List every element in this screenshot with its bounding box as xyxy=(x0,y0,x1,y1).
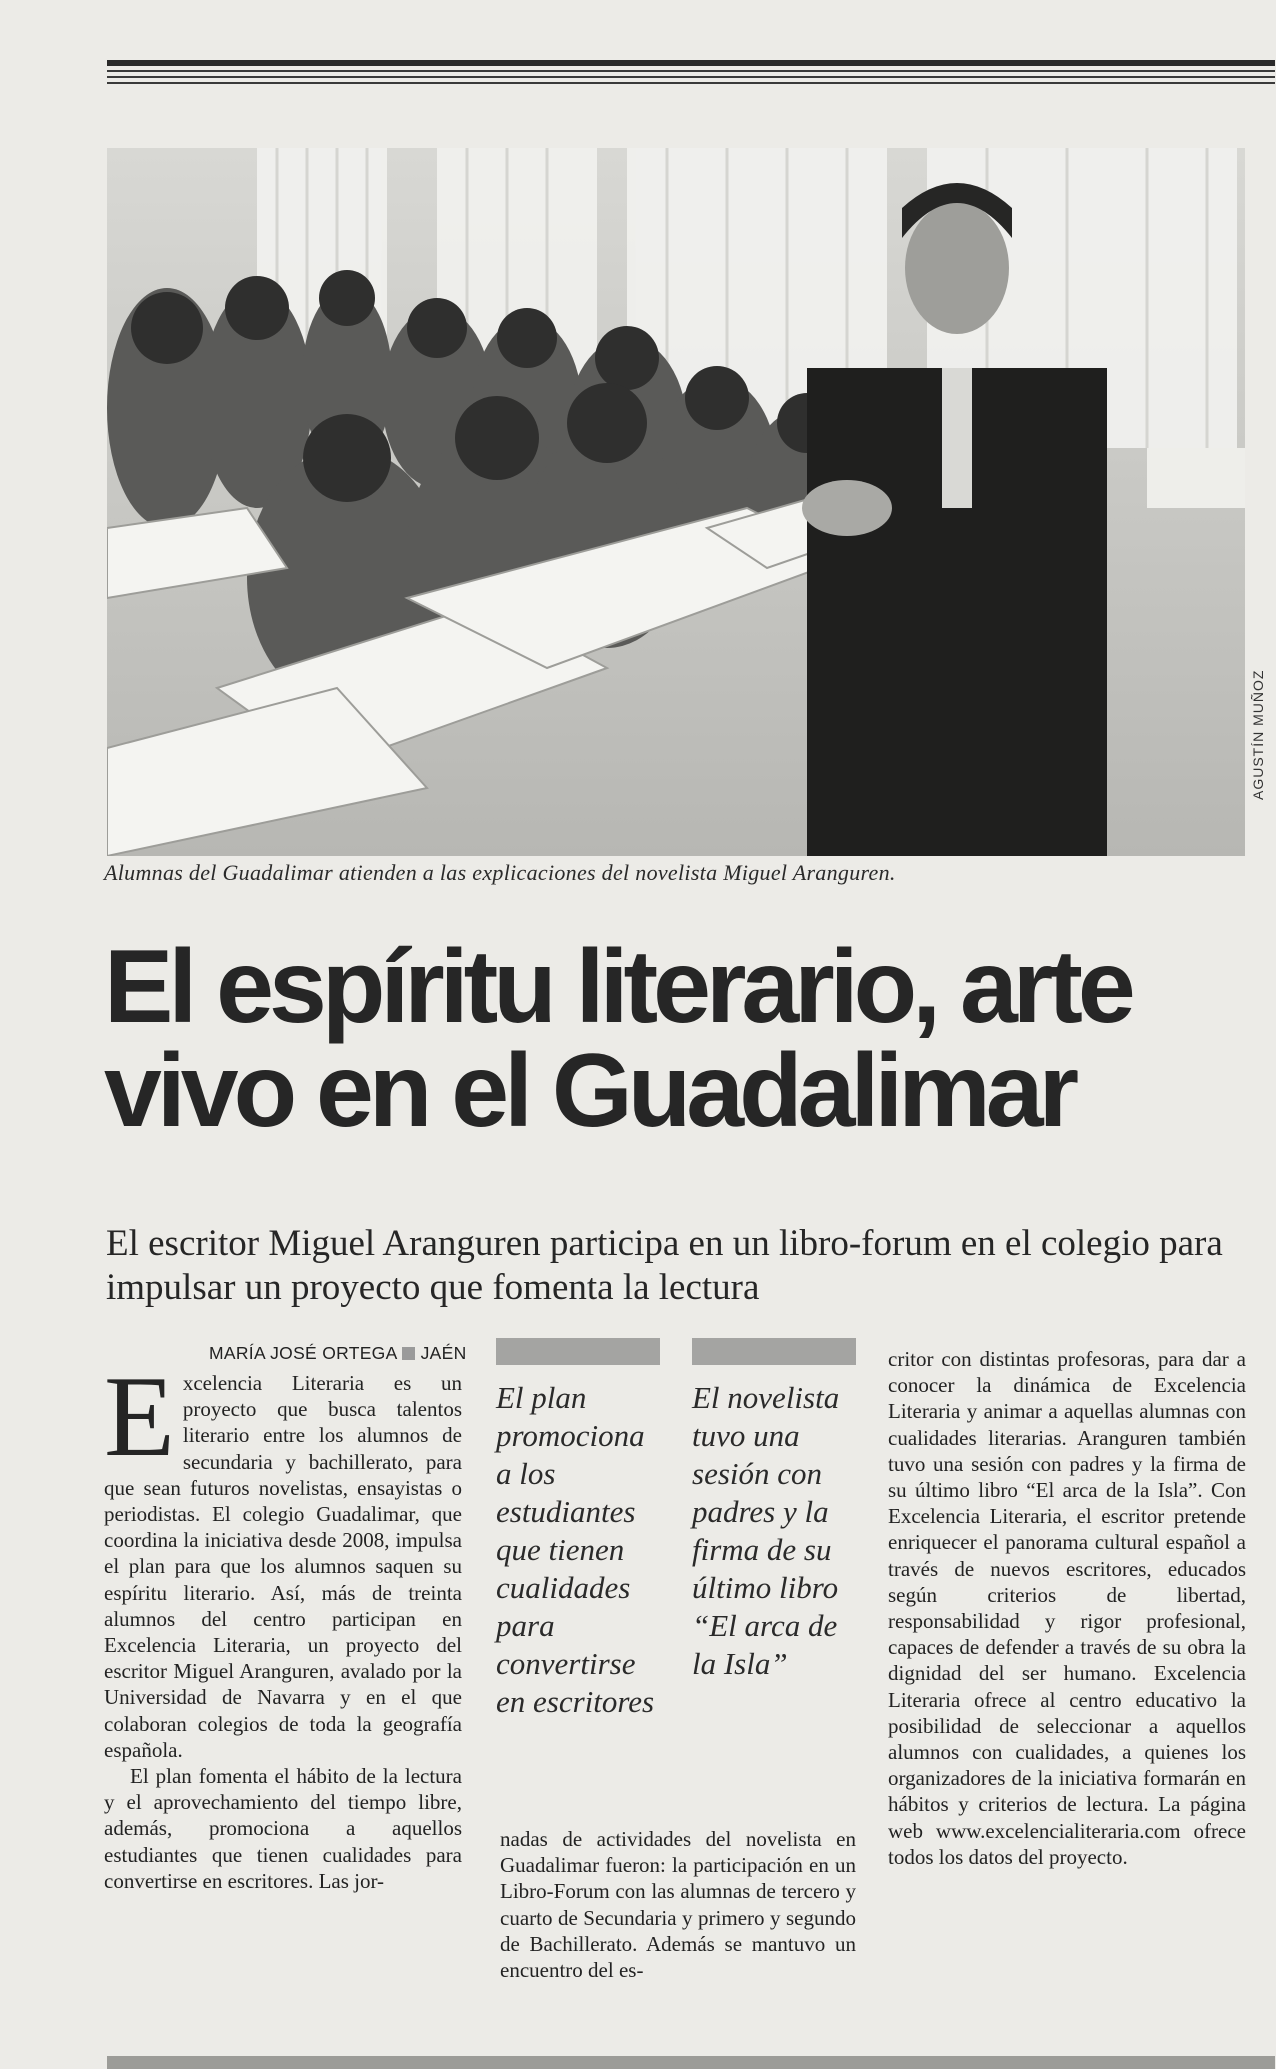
subtitle: El escritor Miguel Aranguren participa en un libro-forum en el colegio para impulsar un proyecto que fomenta la lectura xyxy=(106,1223,1223,1308)
photo-caption: Alumnas del Guadalimar atienden a las explicaciones del novelista Miguel Aranguren. xyxy=(104,860,896,885)
location: JAÉN xyxy=(420,1343,467,1363)
body-column-2 xyxy=(500,1826,856,1983)
headline-line-2: vivo en el Guadalimar xyxy=(104,1033,1075,1149)
body-paragraph-2: El plan fomenta el hábito de la lectura y el aprovechamiento del tiempo libre, además, promociona a aquellos estudiantes que tienen cualidades para convertirse en escritores. Las jor- xyxy=(104,1764,462,1893)
body-column-3 xyxy=(888,1346,1246,1870)
pull-quote-2 xyxy=(692,1338,862,1683)
pull-quote-2-text: El novelista tuvo una sesión con padres y la firma de su último libro “El arca de la Isla” xyxy=(692,1380,840,1681)
headline-line-1: El espíritu literario, arte xyxy=(104,929,1131,1045)
top-rule-thin-2 xyxy=(107,76,1275,78)
top-rule xyxy=(107,60,1275,94)
top-rule-thin-3 xyxy=(107,82,1275,84)
author-name: MARÍA JOSÉ ORTEGA xyxy=(209,1343,398,1363)
top-rule-thick xyxy=(107,60,1275,66)
byline-separator xyxy=(402,1347,415,1360)
classroom-photo xyxy=(107,148,1245,856)
byline xyxy=(209,1343,467,1364)
top-rule-thin-1 xyxy=(107,70,1275,72)
photo-credit: AGUSTÍN MUÑOZ xyxy=(1250,669,1266,800)
classroom-photo-illustration xyxy=(107,148,1245,856)
pull-quote-2-bar xyxy=(692,1338,856,1365)
headline xyxy=(104,929,1264,1149)
body-paragraph-1-text: xcelencia Literaria es un proyecto que busca talentos literario entre los alumnos de secundaria y bachillerato, para que sean futuros novelistas, ensayistas o periodistas. El colegio Guadalimar, que coordina la iniciativa desde 2008, impulsa el plan para que los alumnos saquen su espíritu literario. Así, más de treinta alumnos del centro participan en Excelencia Literaria, un proyecto del escritor Miguel Aranguren, avalado por la Universidad de Navarra y en el que colaboran colegios de toda la geografía española. xyxy=(104,1371,462,1762)
bottom-rule xyxy=(107,2056,1275,2069)
drop-cap: E xyxy=(104,1353,175,1481)
pull-quote-1-text: El plan promociona a los estudiantes que tienen cualidades para convertirse en escritores xyxy=(496,1380,655,1719)
pull-quote-1-bar xyxy=(496,1338,660,1365)
body-paragraph-4: critor con distintas profesoras, para dar a conocer la dinámica de Excelencia Literaria y animar a aquellas alumnas con cualidades literarias. Aranguren también tuvo una sesión con padres y la firma de su último libro “El arca de la Isla”. Con Excelencia Literaria, el escritor pretende enriquecer el panorama cultural español a través de nuevos escritores, educados según criterios de libertad, responsabilidad y rigor profesional, capaces de defender a través de su obra la dignidad del ser humano. Excelencia Literaria ofrece al centro educativo la posibilidad de seleccionar a aquellos alumnos con cualidades, a quienes los organizadores de la iniciativa formarán en hábitos y criterios de lectura. La página web www.excelencialiteraria.com ofrece todos los datos del proyecto. xyxy=(888,1347,1246,1869)
pull-quote-1 xyxy=(496,1338,666,1721)
body-paragraph-3: nadas de actividades del novelista en Guadalimar fueron: la participación en un Libro-Forum con las alumnas de tercero y cuarto de Secundaria y primero y segundo de Bachillerato. Además se mantuvo un encuentro del es- xyxy=(500,1827,856,1983)
